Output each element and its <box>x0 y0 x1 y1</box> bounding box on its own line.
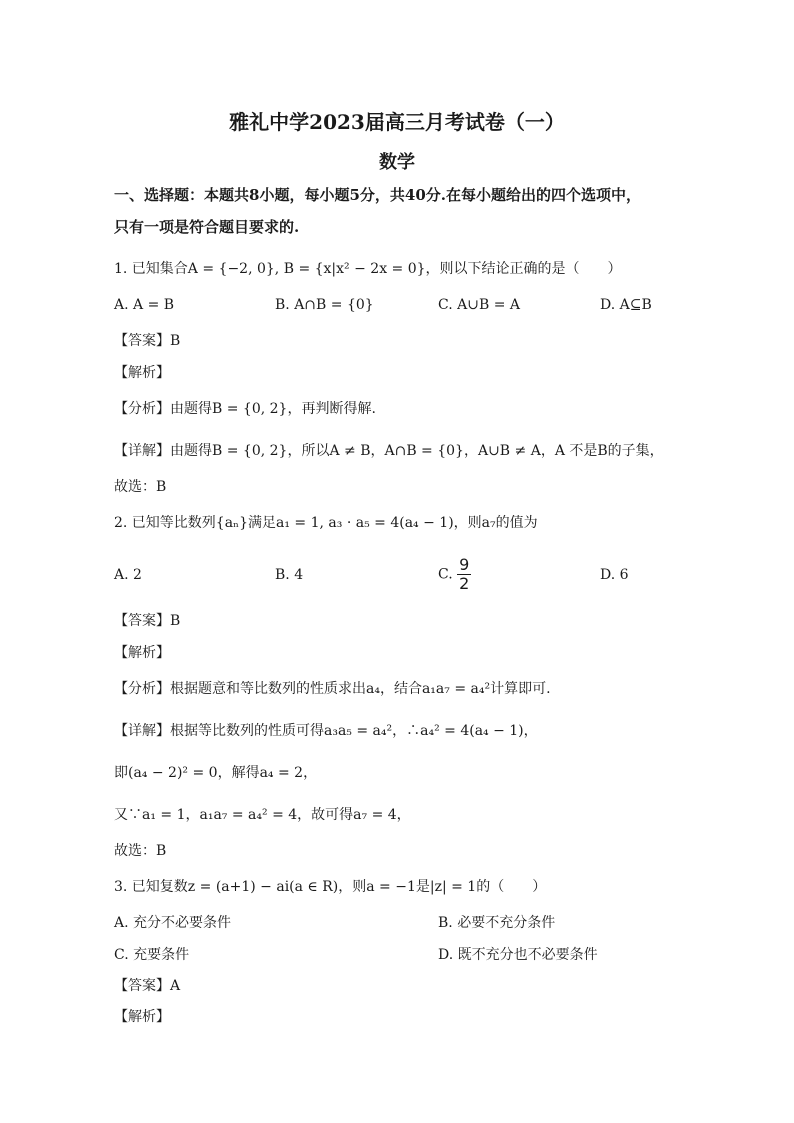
q2-option-c <box>438 556 471 593</box>
q3-option-c: C. 充要条件 <box>114 947 190 963</box>
q2-xiangjie-3: 又∵a₁ = 1，a₁a₇ = a₄² = 4，故可得a₇ = 4， <box>114 807 411 823</box>
q3-answer: 【答案】A <box>114 978 181 994</box>
q3-option-b: B. 必要不充分条件 <box>438 915 556 931</box>
exam-title: 雅礼中学2023届高三月考试卷（一） <box>229 110 565 134</box>
q2-option-c-fraction <box>457 556 471 593</box>
q1-fenxi: 【分析】由题得B = {0, 2}，再判断得解. <box>114 401 376 417</box>
q2-option-c-label: C. <box>438 566 453 583</box>
q2-xiangjie-1: 【详解】根据等比数列的性质可得a₃a₅ = a₄²，∴a₄² = 4(a₄ − 1)， <box>114 723 538 739</box>
q1-stem: 1. 已知集合A = {−2, 0}, B = {x|x² − 2x = 0}，则以下结论正确的是（ ） <box>114 261 622 277</box>
q1-option-c: C. A∪B = A <box>438 297 520 313</box>
q2-stem: 2. 已知等比数列{aₙ}满足a₁ = 1, a₃ · a₅ = 4(a₄ − 1)，则a₇的值为 <box>114 515 538 531</box>
q1-option-b: B. A∩B = {0} <box>275 297 374 313</box>
q2-answer: 【答案】B <box>114 613 181 629</box>
q3-analysis-label: 【解析】 <box>114 1009 170 1025</box>
q1-option-a: A. A = B <box>114 297 175 313</box>
section-heading-line2: 只有一项是符合题目要求的. <box>114 218 300 236</box>
q3-stem: 3. 已知复数z = (a+1) − ai(a ∈ R)，则a = −1是|z| = 1的（ ） <box>114 879 547 895</box>
q1-option-d: D. A⊆B <box>600 297 652 313</box>
q1-xiangjie: 【详解】由题得B = {0, 2}，所以A ≠ B，A∩B = {0}，A∪B ≠ A，A 不是B的子集， <box>114 443 664 459</box>
q3-option-a: A. 充分不必要条件 <box>114 915 232 931</box>
q2-option-a: A. 2 <box>114 567 142 583</box>
q2-option-b: B. 4 <box>275 567 304 583</box>
q2-conclusion: 故选：B <box>114 843 167 859</box>
q2-fenxi: 【分析】根据题意和等比数列的性质求出a₄，结合a₁a₇ = a₄²计算即可. <box>114 681 551 697</box>
q2-option-c-denominator: 2 <box>459 574 470 593</box>
q2-option-c-numerator: 9 <box>459 555 470 574</box>
q1-answer: 【答案】B <box>114 333 181 349</box>
q2-analysis-label: 【解析】 <box>114 645 170 661</box>
q1-conclusion: 故选：B <box>114 479 167 495</box>
q2-option-d: D. 6 <box>600 567 629 583</box>
q2-xiangjie-2: 即(a₄ − 2)² = 0，解得a₄ = 2， <box>114 765 318 781</box>
q3-option-d: D. 既不充分也不必要条件 <box>438 947 598 963</box>
q1-analysis-label: 【解析】 <box>114 365 170 381</box>
section-heading-line1: 一、选择题：本题共8小题，每小题5分，共40分.在每小题给出的四个选项中， <box>114 186 641 204</box>
subject-title: 数学 <box>379 152 415 173</box>
